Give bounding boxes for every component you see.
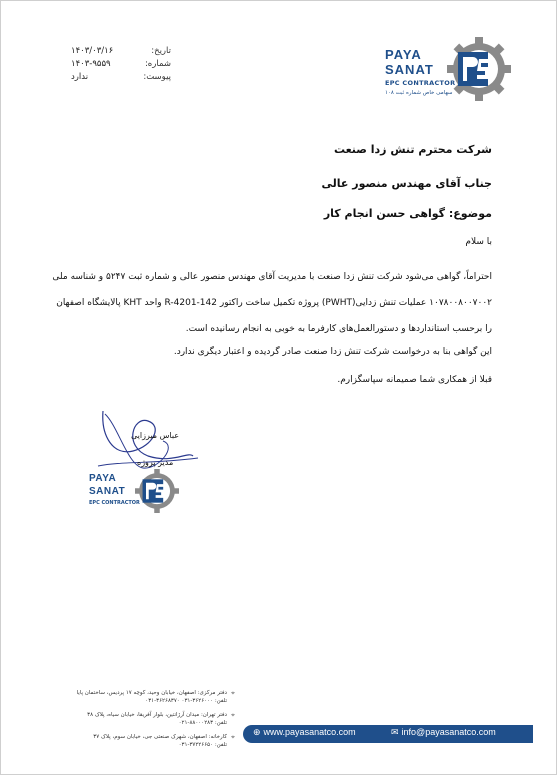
address-factory-text: کارخانه: اصفهان، شهرک صنعتی جی، خیابان سوم، پلاک ۳۷ <box>93 734 227 740</box>
email-text: info@payasanatco.com <box>401 727 496 737</box>
letter-meta <box>71 45 171 84</box>
number-value: ۱۴۰۳-۹۵۵۹ <box>71 59 111 69</box>
address-tehran <box>37 711 235 727</box>
greeting: با سلام <box>465 237 492 247</box>
signer-name: عباس میرزایی <box>131 431 180 440</box>
stamp-word-paya: PAYA <box>89 473 117 484</box>
date-value: ۱۴۰۳/۰۳/۱۶ <box>71 46 114 56</box>
stamp-gear-icon <box>135 469 179 513</box>
location-pin-icon: ⌖ <box>231 733 235 741</box>
address-main-text: دفتر مرکزی: اصفهان، خیابان وحید، کوچه ۱۷ پردیس، ساختمان پایا <box>76 690 227 696</box>
recipient-heading: جناب آقای مهندس منصور عالی <box>321 177 492 190</box>
address-tehran-text: دفتر تهران: میدان آرژانتین، بلوار آفریقا، خیابان سیاه، پلاک ۳۸ <box>87 712 227 718</box>
body-paragraph-1: احتراماً، گواهی می‌شود شرکت تنش زدا صنعت با مدیریت آقای مهندس منصور عالی و شماره ثبت ۵۲۴۷ و شناسه ملی ۱۰۷۸۰۰۸۰۰۷۰۰۲ عملیات تنش زدایی(PWHT) پروژه تکمیل ساخت راکتور 142-R-4201 واحد KHT پالایشگاه اصفهان را برحسب استانداردها و دستورالعمل‌های کارفرما به خوبی به انجام رسانیده است. <box>52 272 492 334</box>
email-link[interactable] <box>391 727 496 738</box>
phone-main-text: تلفن: ۳۶۲۶۰۰۰-۰۳۱ ۳۶۲۶۸۳۷۰-۰۳۱ <box>145 698 227 704</box>
attachment-label: پیوست: <box>143 72 171 82</box>
company-logo <box>385 37 515 107</box>
contact-bar <box>243 725 533 743</box>
subject-heading: موضوع: گواهی حسن انجام کار <box>323 207 492 220</box>
letter-footer <box>1 685 557 755</box>
phone-factory-text: تلفن: ۳۷۲۲۶۶۵۰-۰۳۱ <box>178 742 227 748</box>
phone-tehran-text: تلفن: ۸۸۰۰۰۲۸۳-۰۲۱ <box>178 720 227 726</box>
gear-logo-icon <box>447 37 511 101</box>
address-factory <box>37 733 235 749</box>
logo-word-sanat: SANAT <box>385 62 434 77</box>
date-label: تاریخ: <box>151 46 171 56</box>
address-main <box>37 689 235 705</box>
location-pin-icon: ⌖ <box>231 689 235 697</box>
stamp-tagline: EPC CONTRACTOR <box>89 500 140 506</box>
company-stamp <box>89 467 189 517</box>
body-paragraph-2: این گواهی بنا به درخواست شرکت تنش زدا صنعت صادر گردیده و اعتبار دیگری ندارد. <box>173 347 492 357</box>
logo-tagline: EPC CONTRACTOR <box>385 79 456 87</box>
logo-word-paya: PAYA <box>385 47 422 62</box>
website-link[interactable] <box>253 727 356 738</box>
globe-icon: ⊕ <box>253 727 261 737</box>
body-paragraph-3: قبلا از همکاری شما صمیمانه سپاسگزارم. <box>337 375 492 385</box>
logo-registration: سهامی خاص شماره ثبت ۱۰۸ <box>385 90 453 96</box>
website-text: www.payasanatco.com <box>263 727 356 737</box>
attachment-value: ندارد <box>71 72 89 82</box>
number-label: شماره: <box>144 59 171 69</box>
mail-icon: ✉ <box>391 727 399 737</box>
stamp-word-sanat: SANAT <box>89 486 126 497</box>
company-heading: شرکت محترم تنش زدا صنعت <box>333 143 492 156</box>
location-pin-icon: ⌖ <box>231 711 235 719</box>
signer-title: مدیر پروژه <box>137 458 174 467</box>
